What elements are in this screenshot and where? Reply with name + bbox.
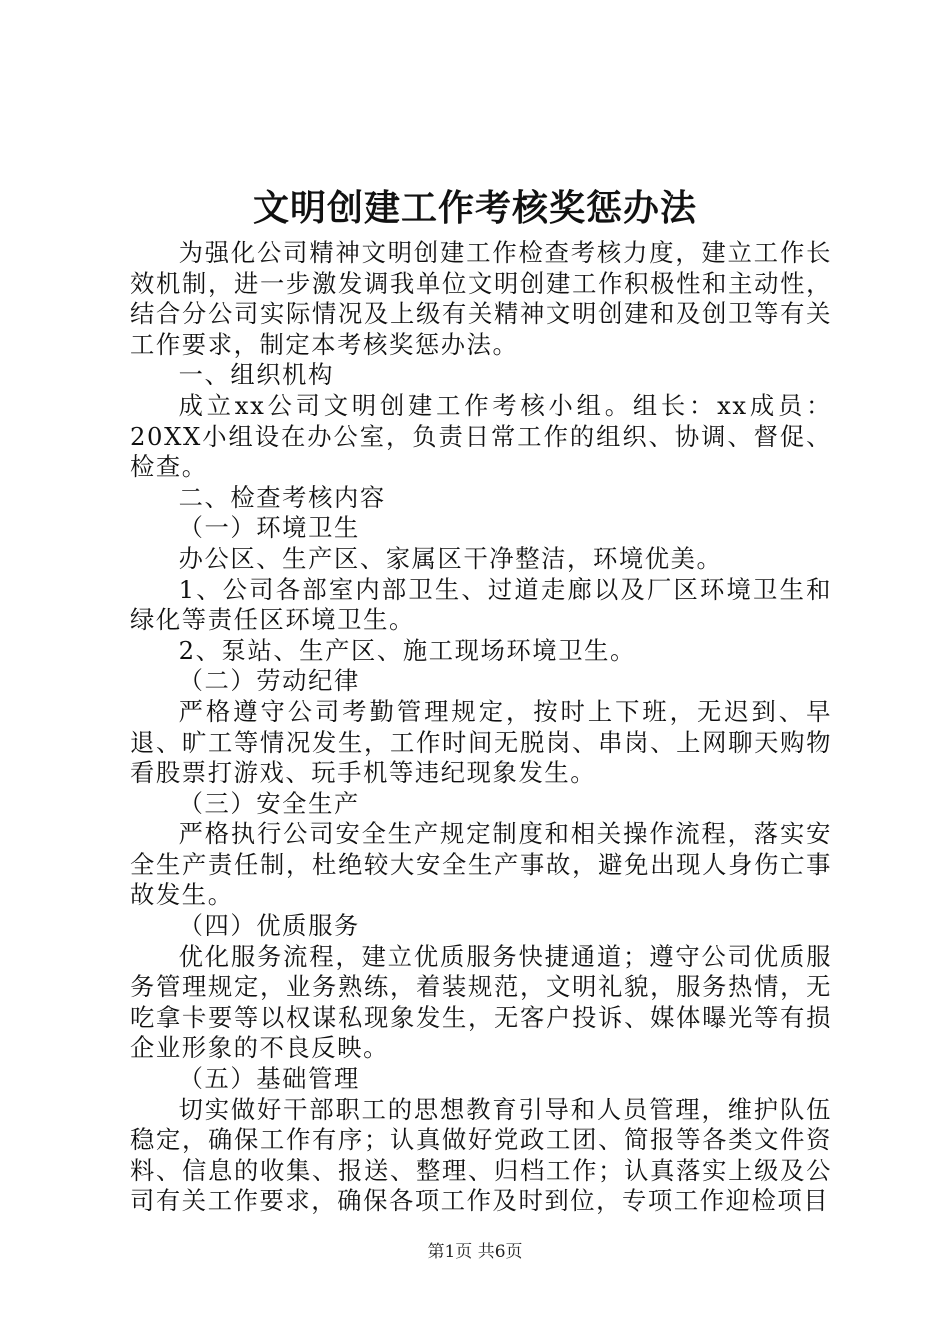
document-title: 文明创建工作考核奖惩办法 bbox=[252, 187, 697, 229]
environment-paragraph: 办公区、生产区、家属区干净整洁，环境优美。 bbox=[178, 543, 723, 573]
section-heading-inspection: 二、检查考核内容 bbox=[178, 482, 386, 512]
subsection-heading-safety: （三）安全生产 bbox=[178, 788, 360, 818]
safety-paragraph: 严格执行公司安全生产规定制度和相关操作流程，落实安全生产责任制，杜绝较大安全生产事故，避免出现人身伤亡事故发生。 bbox=[130, 819, 832, 910]
page-footer: 第1页 共6页 bbox=[427, 1242, 523, 1262]
document-body bbox=[130, 238, 832, 1217]
service-paragraph: 优化服务流程，建立优质服务快捷通道；遵守公司优质服务管理规定，业务熟练，着装规范，文明礼貌，服务热情，无吃拿卡要等以权谋私现象发生，无客户投诉、媒体曝光等有损企业形象的不良反映。 bbox=[130, 941, 832, 1063]
organization-paragraph: 成立xx公司文明创建工作考核小组。组长：xx成员：20XX小组设在办公室，负责日常工作的组织、协调、督促、检查。 bbox=[130, 390, 832, 482]
environment-item-2: 2、泵站、生产区、施工现场环境卫生。 bbox=[178, 635, 636, 665]
subsection-heading-management: （五）基础管理 bbox=[178, 1064, 360, 1094]
environment-item-1: 1、公司各部室内部卫生、过道走廊以及厂区环境卫生和绿化等责任区环境卫生。 bbox=[130, 574, 832, 635]
discipline-paragraph: 严格遵守公司考勤管理规定，按时上下班，无迟到、早退、旷工等情况发生，工作时间无脱岗、串岗、上网聊天购物看股票打游戏、玩手机等违纪现象发生。 bbox=[130, 696, 832, 788]
intro-paragraph: 为强化公司精神文明创建工作检查考核力度，建立工作长效机制，进一步激发调我单位文明创建工作积极性和主动性，结合分公司实际情况及上级有关精神文明创建和及创卫等有关工作要求，制定本考核奖惩办法。 bbox=[130, 238, 832, 359]
management-paragraph: 切实做好干部职工的思想教育引导和人员管理，维护队伍稳定，确保工作有序；认真做好党政工团、简报等各类文件资料、信息的收集、报送、整理、归档工作；认真落实上级及公司有关工作要求，确保各项工作及时到位，专项工作迎检项目 bbox=[130, 1094, 832, 1216]
subsection-heading-service: （四）优质服务 bbox=[178, 911, 360, 941]
subsection-heading-discipline: （二）劳动纪律 bbox=[178, 666, 360, 696]
section-heading-organization: 一、组织机构 bbox=[178, 360, 334, 390]
subsection-heading-environment: （一）环境卫生 bbox=[178, 513, 360, 543]
